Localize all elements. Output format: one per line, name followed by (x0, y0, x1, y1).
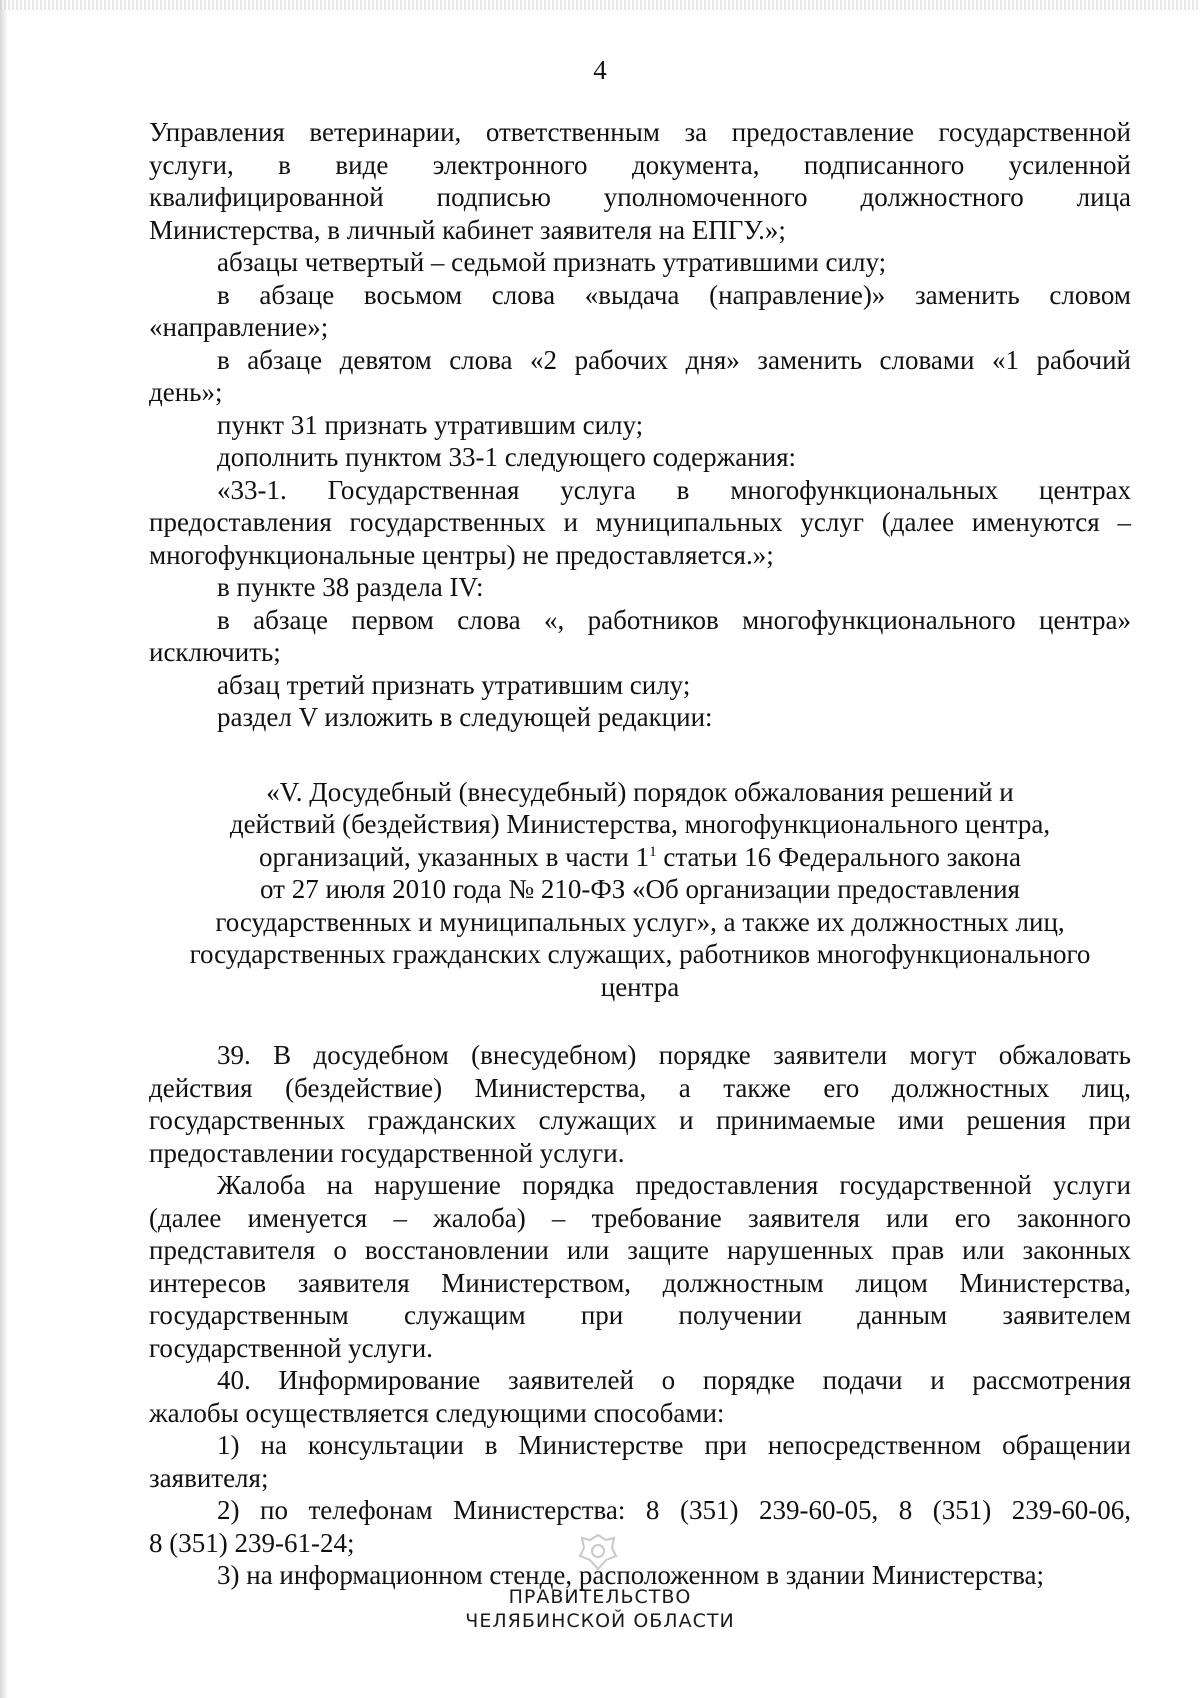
section-heading (149, 776, 1131, 1004)
heading-text: статьи 16 Федерального закона (656, 841, 1021, 872)
text-line: пункт 31 признать утратившим силу; (217, 409, 644, 440)
text-line: абзацы четвертый – седьмой признать утратившими силу; (217, 247, 887, 277)
text-line: предоставления государственных и муниципальных услуг (далее именуются – (149, 507, 1131, 537)
document-body (149, 116, 1131, 1592)
heading-text: организаций, указанных в части 1 (259, 841, 650, 872)
text-line: день»; (149, 377, 223, 407)
text-line: действия (бездействие) Министерства, а также его должностных лиц, (149, 1072, 1131, 1103)
stamp-line: ЧЕЛЯБИНСКОЙ ОБЛАСТИ (465, 1610, 735, 1632)
text-line: абзац третий признать утратившим силу; (217, 669, 691, 700)
text-line: предоставлении государственной услуги. (149, 1137, 625, 1168)
spacer (149, 1003, 1131, 1039)
heading-line: государственных и муниципальных услуг», а также их должностных лиц, (215, 906, 1065, 937)
text-line: «направление»; (149, 312, 329, 342)
text-line: 3) на информационном стенде, расположенном в здании Министерства; (217, 1560, 1044, 1590)
text-line: в абзаце первом слова «, работников многофункционального центра» (217, 604, 1131, 635)
text-line: раздел V изложить в следующей редакции: (217, 702, 713, 732)
heading-line: от 27 июля 2010 года № 210-ФЗ «Об организации предоставления (260, 874, 1020, 904)
text-line: заявителя; (149, 1462, 269, 1493)
text-line: государственных гражданских служащих и принимаемые ими решения при (149, 1105, 1131, 1135)
text-line: 8 (351) 239-61-24; (149, 1527, 355, 1558)
text-line: жалобы осуществляется следующими способами: (149, 1397, 725, 1428)
text-line: исключить; (149, 637, 281, 667)
text-line: 1) на консультации в Министерстве при непосредственном обращении (217, 1430, 1131, 1460)
text-line: квалифицированной подписью уполномоченного должностного лица (149, 182, 1131, 212)
text-line: 2) по телефонам Министерства: 8 (351) 239-60-05, 8 (351) 239-60-06, (217, 1495, 1131, 1525)
text-line: в абзаце восьмом слова «выдача (направление)» заменить словом (217, 279, 1131, 310)
scan-edge-shadow (0, 0, 8, 1698)
text-line: Управления ветеринарии, ответственным за предоставление государственной (149, 117, 1131, 147)
text-line: дополнить пунктом 33-1 следующего содержания: (217, 442, 797, 472)
text-line: многофункциональные центры) не предоставляется.»; (149, 539, 774, 570)
text-line: представителя о восстановлении или защите нарушенных прав или законных (149, 1235, 1131, 1265)
text-line: услуги, в виде электронного документа, подписанного усиленной (149, 149, 1131, 180)
heading-line: государственных гражданских служащих, работников многофункционального (189, 939, 1091, 969)
page-number: 4 (593, 55, 607, 85)
coat-of-arms-stamp-icon (576, 1532, 620, 1572)
text-line: «33-1. Государственная услуга в многофункциональных центрах (217, 474, 1131, 505)
heading-line: «V. Досудебный (внесудебный) порядок обжалования решений и (266, 776, 1014, 807)
text-line: 39. В досудебном (внесудебном) порядке заявители могут обжаловать (217, 1040, 1131, 1070)
heading-line: центра (600, 971, 680, 1002)
superscript: 1 (649, 843, 657, 860)
text-line: (далее именуется – жалоба) – требование заявителя или его законного (149, 1202, 1131, 1233)
text-line: государственной услуги. (149, 1332, 433, 1363)
text-line: в абзаце девятом слова «2 рабочих дня» заменить словами «1 рабочий (217, 344, 1131, 375)
heading-line: действий (бездействия) Министерства, многофункционального центра, (229, 809, 1051, 839)
government-stamp (0, 1585, 1200, 1633)
heading-line (149, 841, 1131, 874)
text-line: 40. Информирование заявителей о порядке подачи и рассмотрения (217, 1365, 1131, 1395)
text-line: Министерства, в личный кабинет заявителя на ЕПГУ.»; (149, 214, 786, 245)
stamp-line: ПРАВИТЕЛЬСТВО (508, 1586, 692, 1608)
text-line: интересов заявителя Министерством, должностным лицом Министерства, (149, 1267, 1131, 1298)
text-line: в пункте 38 раздела IV: (217, 572, 484, 602)
text-line: Жалоба на нарушение порядка предоставления государственной услуги (217, 1170, 1131, 1200)
scan-top-noise (0, 0, 1200, 10)
text-line: государственным служащим при получении данным заявителем (149, 1300, 1131, 1330)
